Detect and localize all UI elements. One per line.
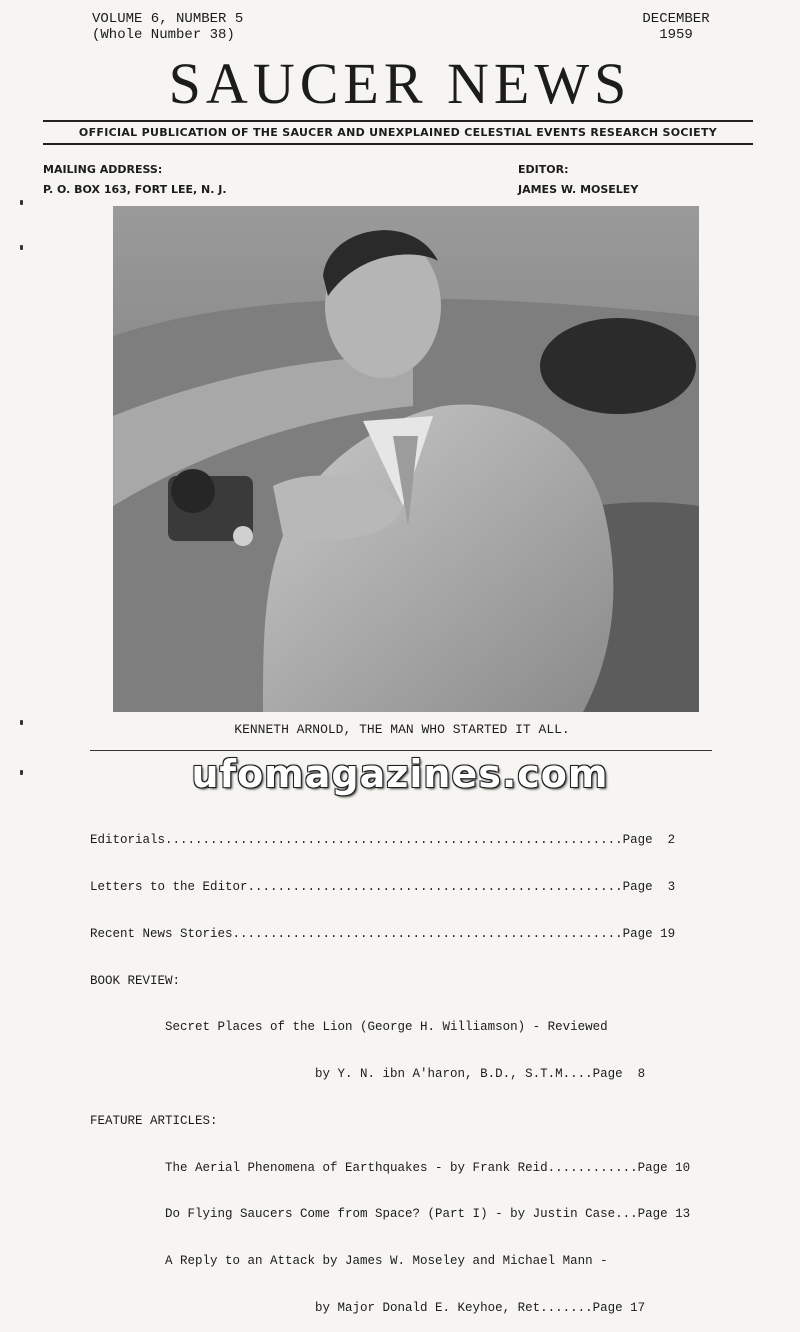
toc-entry-news[interactable]: Recent News Stories....................................................Page 19: [90, 926, 676, 941]
mailing-address-value: P. O. BOX 163, FORT LEE, N. J.: [43, 183, 227, 196]
whole-number: (Whole Number 38): [92, 27, 235, 43]
margin-mark: [20, 720, 23, 725]
toc-entry-editorials[interactable]: Editorials.............................................................Page 2: [90, 833, 676, 848]
toc-entry-reply-author[interactable]: by Major Donald E. Keyhoe, Ret.......Page 17: [90, 1301, 646, 1315]
table-of-contents: [90, 802, 730, 1332]
photo-caption: KENNETH ARNOLD, THE MAN WHO STARTED IT ALL.: [234, 722, 570, 737]
toc-entry-book-review-author[interactable]: by Y. N. ibn A'haron, B.D., S.T.M....Page 8: [90, 1067, 646, 1082]
issue-volume: [92, 11, 243, 43]
toc-entry-earthquakes[interactable]: The Aerial Phenomena of Earthquakes - by Frank Reid............Page 10: [90, 1160, 691, 1175]
toc-entry-book-review-title[interactable]: Secret Places of the Lion (George H. Williamson) - Reviewed: [90, 1020, 608, 1035]
editor-name: JAMES W. MOSELEY: [518, 183, 639, 196]
issue-date: [640, 11, 712, 43]
toc-section-book-review: BOOK REVIEW:: [90, 973, 181, 988]
volume-number: VOLUME 6, NUMBER 5: [92, 11, 244, 27]
tagline: OFFICIAL PUBLICATION OF THE SAUCER AND UNEXPLAINED CELESTIAL EVENTS RESEARCH SOCIETY: [78, 126, 718, 139]
toc-entry-flying-saucers-space[interactable]: Do Flying Saucers Come from Space? (Part I) - by Justin Case...Page 13: [90, 1207, 691, 1222]
masthead-rule-top: [43, 120, 753, 122]
mailing-address-label: MAILING ADDRESS:: [43, 163, 163, 176]
toc-entry-reply-title[interactable]: A Reply to an Attack by James W. Moseley and Michael Mann -: [90, 1254, 608, 1269]
editor-label: EDITOR:: [518, 163, 569, 176]
cover-photo: [113, 206, 699, 712]
toc-entry-letters[interactable]: Letters to the Editor..................................................Page 3: [90, 879, 676, 894]
masthead-rule-bottom: [43, 143, 753, 145]
margin-mark: [20, 245, 23, 250]
margin-mark: [20, 200, 23, 205]
issue-month: DECEMBER: [642, 11, 710, 27]
watermark: ufomagazines.com: [191, 752, 609, 796]
caption-rule: [90, 750, 712, 751]
toc-section-feature-articles: FEATURE ARTICLES:: [90, 1113, 218, 1128]
issue-year: 1959: [659, 27, 693, 43]
masthead-title: SAUCER NEWS: [168, 51, 632, 116]
